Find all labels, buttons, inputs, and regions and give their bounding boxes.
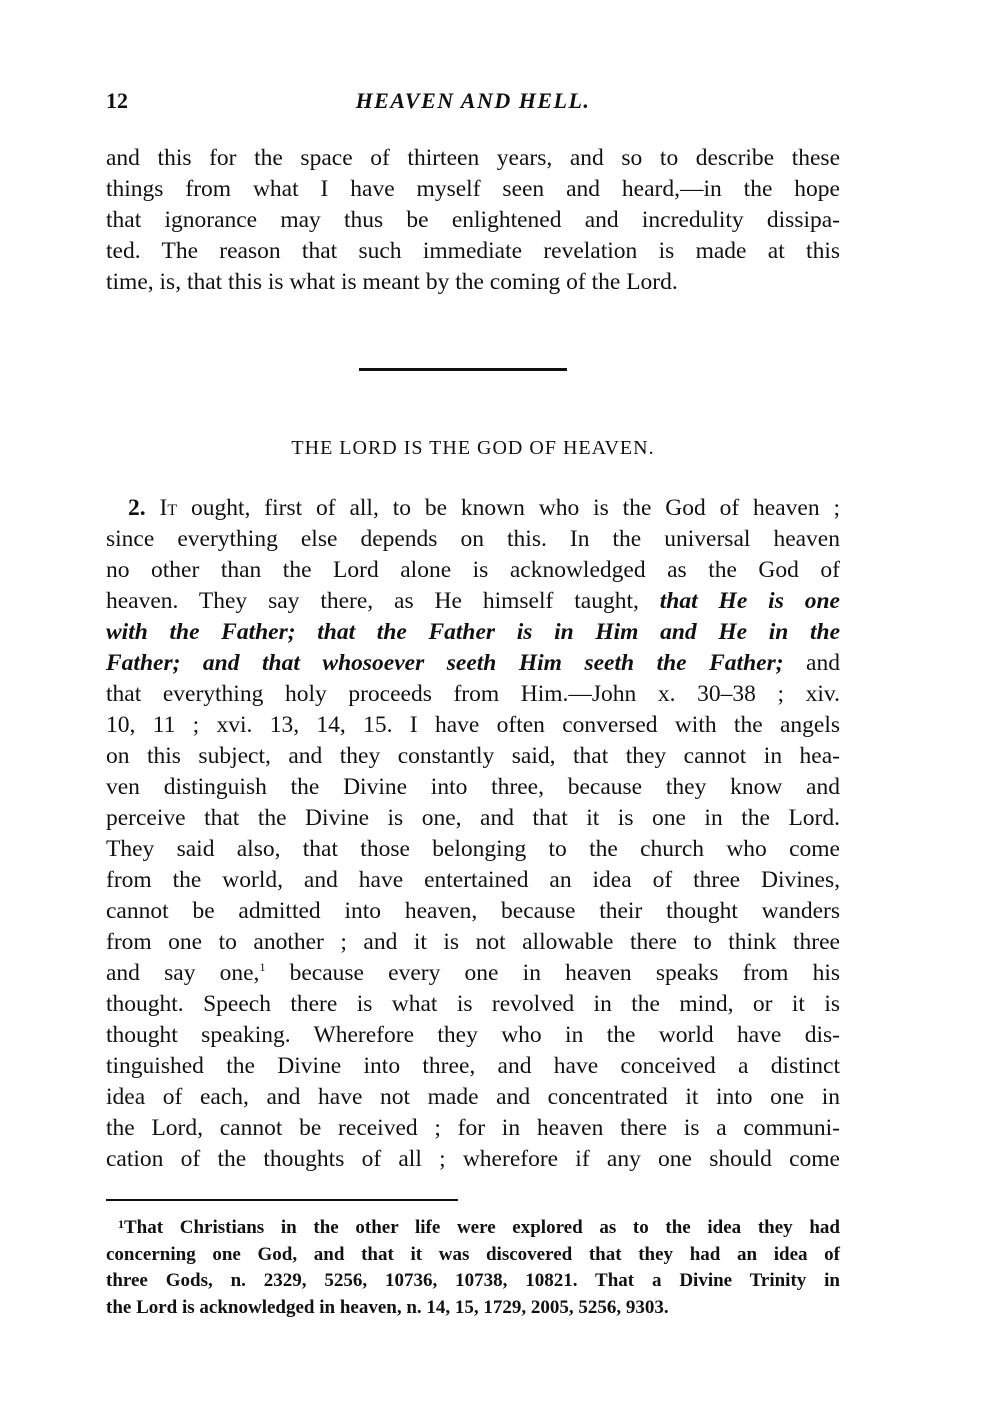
page-number: 12 (106, 88, 128, 113)
running-header (106, 88, 840, 118)
text-run: ought, first of all, to be known who is the God of heaven ; (177, 495, 841, 521)
text-line: idea of each, and have not made and concentrated it into one in (106, 1084, 840, 1110)
text-line: on this subject, and they constantly said, that they cannot in hea- (106, 743, 840, 769)
text-line: from the world, and have entertained an idea of three Divines, (106, 867, 840, 893)
text-line: the Lord, cannot be received ; for in heaven there is a communi- (106, 1115, 840, 1141)
text-line: ven distinguish the Divine into three, because they know and (106, 774, 840, 800)
footnote-line: concerning one God, and that it was discovered that they had an idea of (106, 1243, 840, 1265)
footnote-divider (106, 1199, 458, 1201)
drop-word: It (159, 495, 178, 521)
text-run: heaven. They say there, as He himself taught, (106, 588, 660, 614)
text-line: that ignorance may thus be enlightened and incredulity dissipa- (106, 207, 840, 233)
italic-quote: that He is one (659, 588, 840, 614)
text-line (106, 586, 840, 617)
section-heading: THE LORD IS THE GOD OF HEAVEN. (291, 437, 655, 459)
text-line (106, 958, 840, 989)
footnote-marker: 1 (118, 1217, 124, 1231)
text-line: cannot be admitted into heaven, because their thought wanders (106, 898, 840, 924)
text-line (106, 493, 840, 524)
text-line: perceive that the Divine is one, and that it is one in the Lord. (106, 805, 840, 831)
footnote-line: three Gods, n. 2329, 5256, 10736, 10738, 10821. That a Divine Trinity in (106, 1270, 840, 1291)
text-line: thought. Speech there is what is revolved in the mind, or it is (106, 991, 840, 1017)
text-line: cation of the thoughts of all ; wherefore if any one should come (106, 1146, 840, 1172)
text-line: no other than the Lord alone is acknowledged as the God of (106, 557, 840, 583)
footnote-line: the Lord is acknowledged in heaven, n. 14, 15, 1729, 2005, 5256, 9303. (106, 1296, 669, 1318)
text-line: things from what I have myself seen and heard,—in the hope (106, 176, 840, 202)
footnote-reference[interactable]: 1 (259, 960, 266, 974)
text-run: and say one, (106, 960, 260, 986)
continued-paragraph (106, 143, 840, 298)
text-line: time, is, that this is what is meant by the coming of the Lord. (106, 269, 678, 295)
text-line: They said also, that those belonging to the church who come (106, 836, 840, 862)
footnote-line (106, 1215, 840, 1242)
text-line: with the Father; that the Father is in Him and He in the (106, 619, 840, 645)
running-title: HEAVEN AND HELL. (355, 88, 591, 113)
text-line: tinguished the Divine into three, and have conceived a distinct (106, 1053, 840, 1079)
text-line: thought speaking. Wherefore they who in the world have dis- (106, 1022, 840, 1048)
paragraph-number: 2. (128, 495, 146, 521)
text-line: that everything holy proceeds from Him.—John x. 30–38 ; xiv. (106, 681, 840, 707)
text-run: because every one in heaven speaks from his (265, 960, 840, 986)
italic-quote: Father; and that whosoever seeth Him seeth the Father; (106, 650, 784, 676)
text-line: since everything else depends on this. In the universal heaven (106, 526, 840, 552)
text-run: That Christians in the other life were explored as to the idea they had (124, 1217, 840, 1238)
text-line: and this for the space of thirteen years, and so to describe these (106, 145, 840, 171)
text-run: and (783, 650, 840, 676)
text-line: 10, 11 ; xvi. 13, 14, 15. I have often conversed with the angels (106, 712, 840, 738)
text-line: from one to another ; and it is not allowable there to think three (106, 929, 840, 955)
text-line (106, 648, 840, 679)
footnote (106, 1215, 840, 1321)
text-line: ted. The reason that such immediate revelation is made at this (106, 238, 840, 264)
section-paragraph (106, 493, 840, 1175)
section-divider (359, 368, 567, 371)
